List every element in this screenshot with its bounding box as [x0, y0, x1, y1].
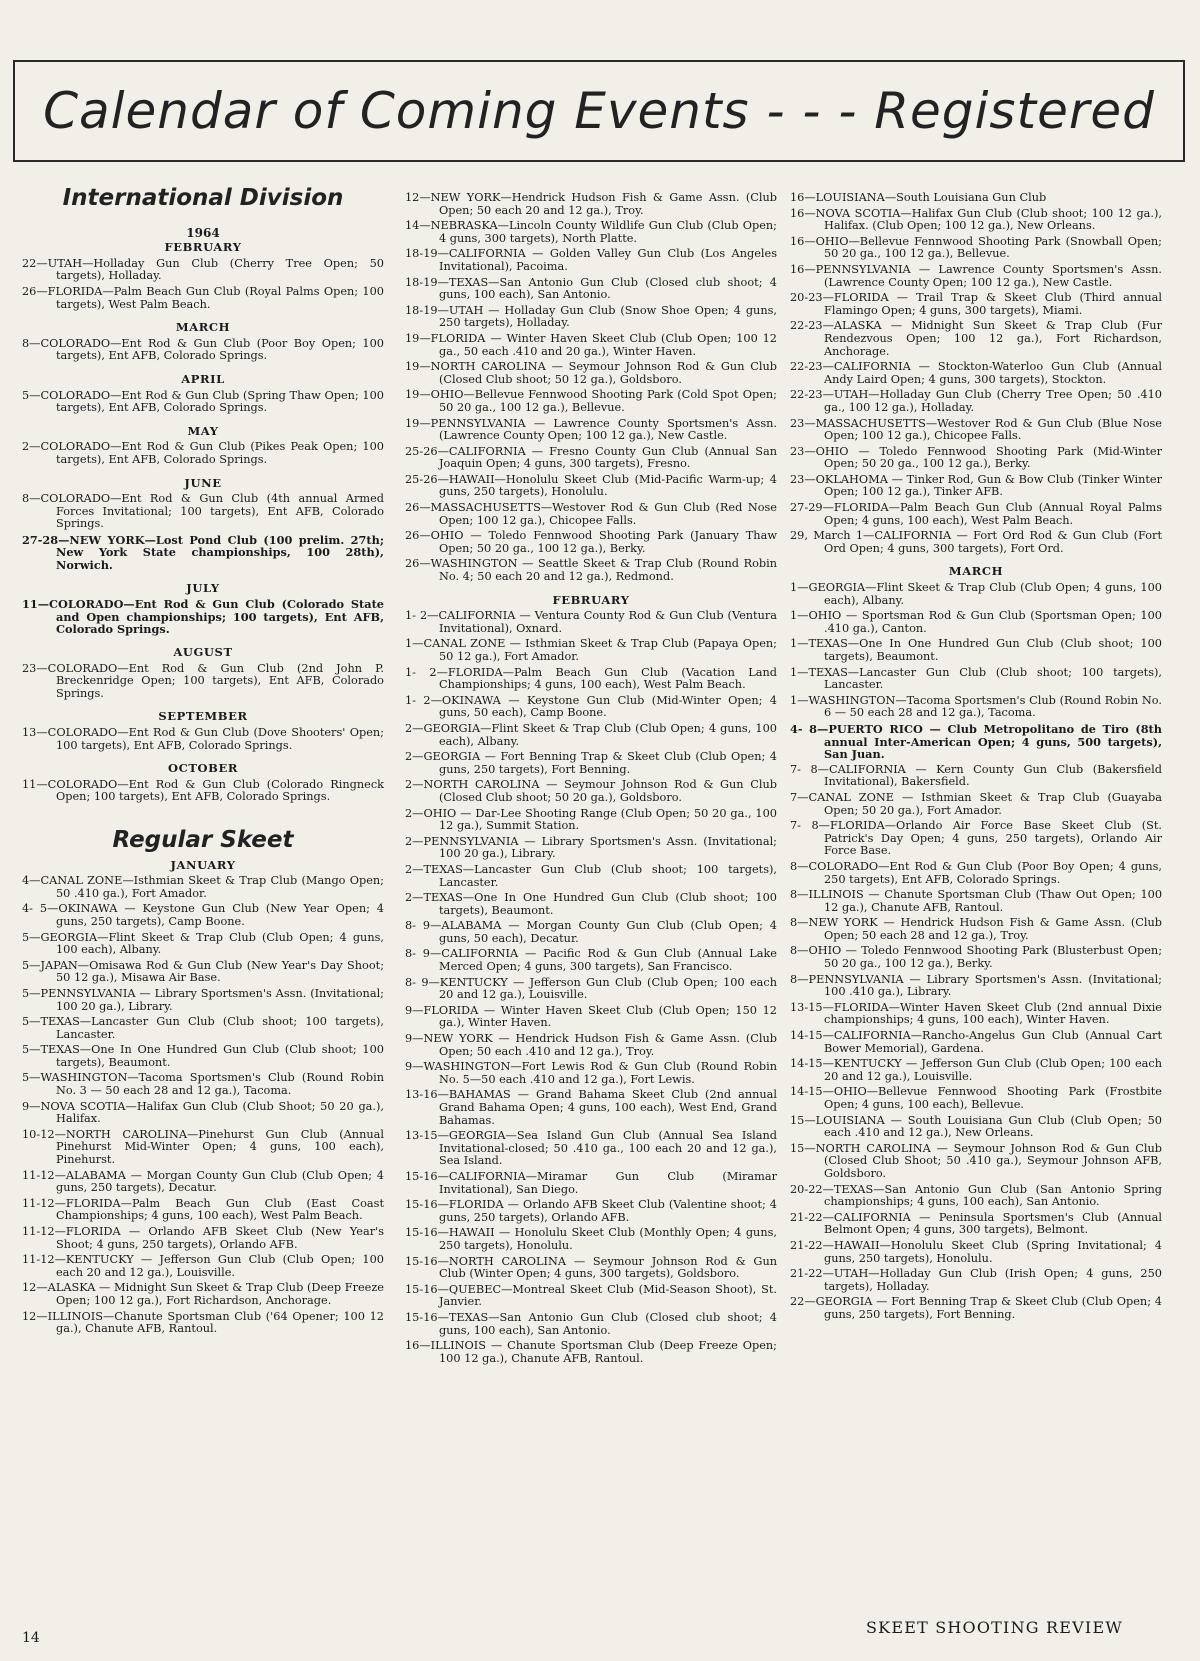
event-entry: 1- 2—CALIFORNIA — Ventura County Rod & Gun Club (Ventura Invitational), Oxnard.: [405, 609, 777, 635]
event-entry: 11-12—ALABAMA — Morgan County Gun Club (Club Open; 4 guns, 250 targets), Decatur.: [22, 1168, 384, 1195]
event-entry: 4- 5—OKINAWA — Keystone Gun Club (New Year Open; 4 guns, 250 targets), Camp Boone.: [22, 902, 384, 928]
year-label: 1964: [186, 225, 220, 240]
event-entry: 25-26—HAWAII—Honolulu Skeet Club (Mid-Pacific Warm-up; 4 guns, 250 targets), Honolulu.: [405, 472, 777, 499]
event-entry: 1—GEORGIA—Flint Skeet & Trap Club (Club Open; 4 guns, 100 each), Albany.: [790, 581, 1162, 607]
event-entry: 19—PENNSYLVANIA — Lawrence County Sportsmen's Assn. (Lawrence County Open; 100 12 ga.), New Castle.: [405, 416, 777, 443]
column-2: [405, 192, 777, 1368]
event-entry: 1—WASHINGTON—Tacoma Sportsmen's Club (Round Robin No. 6 — 50 each 28 and 12 ga.), Tacoma.: [790, 693, 1162, 720]
event-entry: 11-12—FLORIDA—Palm Beach Gun Club (East Coast Championships; 4 guns, 100 each), West Palm Beach.: [22, 1196, 384, 1223]
event-entry: 11-12—FLORIDA — Orlando AFB Skeet Club (New Year's Shoot; 4 guns, 250 targets), Orlando AFB.: [22, 1225, 384, 1251]
event-entry: 23—OHIO — Toledo Fennwood Shooting Park (Mid-Winter Open; 50 20 ga., 100 12 ga.), Berky.: [790, 444, 1162, 471]
event-entry: 16—NOVA SCOTIA—Halifax Gun Club (Club shoot; 100 12 ga.), Halifax. (Club Open; 100 12 ga.), New Orleans.: [790, 206, 1162, 233]
event-entry: 21-22—HAWAII—Honolulu Skeet Club (Spring Invitational; 4 guns, 250 targets), Honolulu.: [790, 1238, 1162, 1265]
event-entry: 16—LOUISIANA—South Louisiana Gun Club: [790, 191, 1047, 204]
event-entry: 7—CANAL ZONE — Isthmian Skeet & Trap Club (Guayaba Open; 50 20 ga.), Fort Amador.: [790, 790, 1162, 817]
month-heading-may: MAY: [187, 423, 219, 438]
month-heading-february: FEBRUARY: [164, 240, 242, 255]
event-entry: 2—PENNSYLVANIA — Library Sportsmen's Assn. (Invitational; 100 20 ga.), Library.: [405, 834, 777, 861]
event-entry: 15-16—HAWAII — Honolulu Skeet Club (Monthly Open; 4 guns, 250 targets), Honolulu.: [405, 1226, 777, 1252]
event-entry: 12—ILLINOIS—Chanute Sportsman Club ('64 Opener; 100 12 ga.), Chanute AFB, Rantoul.: [22, 1309, 384, 1336]
event-entry: 8—NEW YORK — Hendrick Hudson Fish & Game Assn. (Club Open; 50 each 28 and 12 ga.), Troy.: [790, 916, 1162, 942]
event-entry: 7- 8—FLORIDA—Orlando Air Force Base Skeet Club (St. Patrick's Day Open; 4 guns, 250 targets), Orlando Air Force Base.: [790, 819, 1162, 858]
regular-skeet-title: Regular Skeet: [112, 826, 294, 853]
event-entry: 12—ALASKA — Midnight Sun Skeet & Trap Club (Deep Freeze Open; 100 12 ga.), Fort Richardson, Anchorage.: [22, 1281, 384, 1307]
event-entry: 22—GEORGIA — Fort Benning Trap & Skeet Club (Club Open; 4 guns, 250 targets), Fort Benning.: [790, 1295, 1162, 1321]
event-entry: 22-23—CALIFORNIA — Stockton-Waterloo Gun Club (Annual Andy Laird Open; 4 guns, 300 targets), Stockton.: [790, 360, 1162, 386]
event-entry: 11—COLORADO—Ent Rod & Gun Club (Colorado State and Open championships; 100 targets), Ent AFB, Colorado Springs.: [22, 597, 384, 637]
event-entry: 15-16—FLORIDA — Orlando AFB Skeet Club (Valentine shoot; 4 guns, 250 targets), Orlando AFB.: [405, 1198, 777, 1224]
event-entry: 19—NORTH CAROLINA — Seymour Johnson Rod & Gun Club (Closed Club shoot; 50 12 ga.), Goldsboro.: [405, 360, 777, 386]
event-entry: 23—COLORADO—Ent Rod & Gun Club (2nd John P. Breckenridge Open; 100 targets), Ent AFB, Colorado Springs.: [22, 661, 384, 700]
event-entry: 14-15—OHIO—Bellevue Fennwood Shooting Park (Frostbite Open; 4 guns, 100 each), Bellevue.: [790, 1085, 1162, 1111]
event-entry: 26—MASSACHUSETTS—Westover Rod & Gun Club (Red Nose Open; 100 12 ga.), Chicopee Falls.: [405, 501, 777, 527]
event-entry: 26—FLORIDA—Palm Beach Gun Club (Royal Palms Open; 100 targets), West Palm Beach.: [22, 284, 384, 311]
event-entry: 27-29—FLORIDA—Palm Beach Gun Club (Annual Royal Palms Open; 4 guns, 100 each), West Palm Beach.: [790, 501, 1162, 527]
event-entry: 13-15—GEORGIA—Sea Island Gun Club (Annual Sea Island Invitational-closed; 50 .410 ga., 100 each 20 and 12 ga.), Sea Island.: [405, 1129, 777, 1168]
event-entry: 22—UTAH—Holladay Gun Club (Cherry Tree Open; 50 targets), Holladay.: [22, 256, 384, 283]
event-entry: 5—JAPAN—Omisawa Rod & Gun Club (New Year's Day Shoot; 50 12 ga.), Misawa Air Base.: [22, 958, 384, 985]
event-entry: 2—TEXAS—One In One Hundred Gun Club (Club shoot; 100 targets), Beaumont.: [405, 891, 777, 917]
event-entry: 8—PENNSYLVANIA — Library Sportsmen's Assn. (Invitational; 100 .410 ga.), Library.: [790, 972, 1162, 999]
february-events: [405, 610, 777, 1365]
event-entry: 15-16—CALIFORNIA—Miramar Gun Club (Miramar Invitational), San Diego.: [405, 1169, 777, 1196]
event-entry: 2—TEXAS—Lancaster Gun Club (Club shoot; 100 targets), Lancaster.: [405, 862, 777, 889]
month-heading-january: JANUARY: [170, 857, 236, 872]
event-entry: 2—GEORGIA — Fort Benning Trap & Skeet Club (Club Open; 4 guns, 250 targets), Fort Benning.: [405, 750, 777, 776]
event-entry: 1—CANAL ZONE — Isthmian Skeet & Trap Club (Papaya Open; 50 12 ga.), Fort Amador.: [405, 637, 777, 663]
event-entry: 15-16—NORTH CAROLINA — Seymour Johnson Rod & Gun Club (Winter Open; 4 guns, 300 targets), Goldsboro.: [405, 1254, 777, 1281]
event-entry: 5—TEXAS—Lancaster Gun Club (Club shoot; 100 targets), Lancaster.: [22, 1015, 384, 1041]
event-entry: 29, March 1—CALIFORNIA — Fort Ord Rod & Gun Club (Fort Ord Open; 4 guns, 300 targets), Fort Ord.: [790, 529, 1162, 555]
event-entry: 5—PENNSYLVANIA — Library Sportsmen's Assn. (Invitational; 100 20 ga.), Library.: [22, 986, 384, 1013]
event-entry: 5—TEXAS—One In One Hundred Gun Club (Club shoot; 100 targets), Beaumont.: [22, 1043, 384, 1069]
event-entry: 8—COLORADO—Ent Rod & Gun Club (Poor Boy Open; 100 targets), Ent AFB, Colorado Springs.: [22, 336, 384, 363]
event-entry: 18-19—TEXAS—San Antonio Gun Club (Closed club shoot; 4 guns, 100 each), San Antonio.: [405, 275, 777, 302]
event-entry: 22-23—ALASKA — Midnight Sun Skeet & Trap Club (Fur Rendezvous Open; 100 12 ga.), Fort Richardson, Anchorage.: [790, 319, 1162, 358]
event-entry: 4—CANAL ZONE—Isthmian Skeet & Trap Club (Mango Open; 50 .410 ga.), Fort Amador.: [22, 874, 384, 900]
event-entry: 2—OHIO — Dar-Lee Shooting Range (Club Open; 50 20 ga., 100 12 ga.), Summit Station.: [405, 806, 777, 833]
event-entry: 16—PENNSYLVANIA — Lawrence County Sportsmen's Assn. (Lawrence County Open; 100 12 ga.), New Castle.: [790, 262, 1162, 289]
month-heading-july: JULY: [186, 580, 220, 595]
event-entry: 22-23—UTAH—Holladay Gun Club (Cherry Tree Open; 50 .410 ga., 100 12 ga.), Holladay.: [790, 388, 1162, 414]
event-entry: 27-28—NEW YORK—Lost Pond Club (100 prelim. 27th; New York State championships, 100 28th), Norwich.: [22, 532, 384, 573]
event-entry: 23—OKLAHOMA — Tinker Rod, Gun & Bow Club (Tinker Winter Open; 100 12 ga.), Tinker AFB.: [790, 472, 1162, 499]
event-entry: 23—MASSACHUSETTS—Westover Rod & Gun Club (Blue Nose Open; 100 12 ga.), Chicopee Falls.: [790, 416, 1162, 443]
event-entry: 14-15—CALIFORNIA—Rancho-Angelus Gun Club (Annual Cart Bower Memorial), Gardena.: [790, 1029, 1162, 1055]
event-entry: 1—TEXAS—Lancaster Gun Club (Club shoot; 100 targets), Lancaster.: [790, 665, 1162, 692]
month-heading-august: AUGUST: [173, 645, 233, 660]
international-events: [22, 241, 384, 804]
event-entry: 9—WASHINGTON—Fort Lewis Rod & Gun Club (Round Robin No. 5—50 each .410 and 12 ga.), Fort Lewis.: [405, 1060, 777, 1086]
event-entry: 8- 9—KENTUCKY — Jefferson Gun Club (Club Open; 100 each 20 and 12 ga.), Louisville.: [405, 975, 777, 1002]
event-entry: 21-22—CALIFORNIA — Peninsula Sportsmen's Club (Annual Belmont Open; 4 guns, 300 targets), Belmont.: [790, 1210, 1162, 1237]
page-title: Calendar of Coming Events - - - Registered: [43, 82, 1155, 140]
event-entry: 19—OHIO—Bellevue Fennwood Shooting Park (Cold Spot Open; 50 20 ga., 100 12 ga.), Bellevue.: [405, 388, 777, 414]
event-entry: 4- 8—PUERTO RICO — Club Metropolitano de Tiro (8th annual Inter-American Open; 4 guns, 500 targets), San Juan.: [790, 721, 1162, 762]
february-events-continued: [790, 192, 1162, 555]
event-entry: 20-22—TEXAS—San Antonio Gun Club (San Antonio Spring championships; 4 guns, 100 each), San Antonio.: [790, 1182, 1162, 1209]
event-entry: 15—LOUISIANA — South Louisiana Gun Club (Club Open; 50 each .410 and 12 ga.), New Orleans.: [790, 1113, 1162, 1140]
event-entry: 8—COLORADO—Ent Rod & Gun Club (Poor Boy Open; 4 guns, 250 targets), Ent AFB, Colorado Springs.: [790, 859, 1162, 886]
event-entry: 8- 9—CALIFORNIA — Pacific Rod & Gun Club (Annual Lake Merced Open; 4 guns, 300 targets), San Francisco.: [405, 947, 777, 974]
event-entry: 9—FLORIDA — Winter Haven Skeet Club (Club Open; 150 12 ga.), Winter Haven.: [405, 1003, 777, 1030]
event-entry: 26—WASHINGTON — Seattle Skeet & Trap Club (Round Robin No. 4; 50 each 20 and 12 ga.), Redmond.: [405, 557, 777, 584]
column-3: [790, 192, 1162, 1325]
event-entry: 16—ILLINOIS — Chanute Sportsman Club (Deep Freeze Open; 100 12 ga.), Chanute AFB, Rantoul.: [405, 1339, 777, 1365]
event-entry: 14—NEBRASKA—Lincoln County Wildlife Gun Club (Club Open; 4 guns, 300 targets), North Platte.: [405, 219, 777, 245]
event-entry: 2—NORTH CAROLINA — Seymour Johnson Rod & Gun Club (Closed Club shoot; 50 20 ga.), Goldsboro.: [405, 778, 777, 804]
event-entry: 5—WASHINGTON—Tacoma Sportsmen's Club (Round Robin No. 3 — 50 each 28 and 12 ga.), Tacoma.: [22, 1071, 384, 1098]
event-entry: 15—NORTH CAROLINA — Seymour Johnson Rod & Gun Club (Closed Club Shoot; 50 .410 ga.), Seymour Johnson AFB, Goldsboro.: [790, 1141, 1162, 1180]
event-entry: 9—NOVA SCOTIA—Halifax Gun Club (Club Shoot; 50 20 ga.), Halifax.: [22, 1099, 384, 1126]
month-heading-october: OCTOBER: [168, 761, 238, 776]
title-box: [13, 60, 1185, 162]
event-entry: 10-12—NORTH CAROLINA—Pinehurst Gun Club (Annual Pinehurst Mid-Winter Open; 4 guns, 100 each), Pinehurst.: [22, 1127, 384, 1167]
event-entry: 5—GEORGIA—Flint Skeet & Trap Club (Club Open; 4 guns, 100 each), Albany.: [22, 930, 384, 957]
column-1: [22, 180, 384, 1339]
event-entry: 13-15—FLORIDA—Winter Haven Skeet Club (2nd annual Dixie championships; 4 guns, 100 each), Winter Haven.: [790, 1000, 1162, 1027]
page-number: 14: [22, 1630, 40, 1646]
event-entry: 19—FLORIDA — Winter Haven Skeet Club (Club Open; 100 12 ga., 50 each .410 and 20 ga.), Winter Haven.: [405, 331, 777, 358]
event-entry: 13—COLORADO—Ent Rod & Gun Club (Dove Shooters' Open; 100 targets), Ent AFB, Colorado Springs.: [22, 726, 384, 752]
event-entry: 13-16—BAHAMAS — Grand Bahama Skeet Club (2nd annual Grand Bahama Open; 4 guns, 100 each), West End, Grand Bahamas.: [405, 1088, 777, 1127]
month-heading-march: MARCH: [175, 320, 231, 335]
event-entry: 1—TEXAS—One In One Hundred Gun Club (Club shoot; 100 targets), Beaumont.: [790, 637, 1162, 663]
event-entry: 8—COLORADO—Ent Rod & Gun Club (4th annual Armed Forces Invitational; 100 targets), Ent AFB, Colorado Springs.: [22, 492, 384, 531]
event-entry: 1- 2—OKINAWA — Keystone Gun Club (Mid-Winter Open; 4 guns, 50 each), Camp Boone.: [405, 693, 777, 720]
event-entry: 15-16—TEXAS—San Antonio Gun Club (Closed club shoot; 4 guns, 100 each), San Antonio.: [405, 1310, 777, 1337]
march-events: [790, 582, 1162, 1321]
event-entry: 8—ILLINOIS — Chanute Sportsman Club (Thaw Out Open; 100 12 ga.), Chanute AFB, Rantoul.: [790, 888, 1162, 914]
month-heading-march: MARCH: [948, 564, 1004, 579]
event-entry: 21-22—UTAH—Holladay Gun Club (Irish Open; 4 guns, 250 targets), Holladay.: [790, 1267, 1162, 1293]
january-events: [22, 875, 384, 1336]
month-heading-june: JUNE: [184, 475, 222, 490]
event-entry: 25-26—CALIFORNIA — Fresno County Gun Club (Annual San Joaquin Open; 4 guns, 300 targets), Fresno.: [405, 444, 777, 471]
event-entry: 18-19—UTAH — Holladay Gun Club (Snow Shoe Open; 4 guns, 250 targets), Holladay.: [405, 303, 777, 330]
month-heading-february: FEBRUARY: [552, 592, 630, 607]
event-entry: 16—OHIO—Bellevue Fennwood Shooting Park (Snowball Open; 50 20 ga., 100 12 ga.), Bellevue.: [790, 234, 1162, 261]
event-entry: 18-19—CALIFORNIA — Golden Valley Gun Club (Los Angeles Invitational), Pacoima.: [405, 247, 777, 273]
international-division-title: International Division: [62, 185, 344, 211]
event-entry: 20-23—FLORIDA — Trail Trap & Skeet Club (Third annual Flamingo Open; 4 guns, 300 targets), Miami.: [790, 291, 1162, 317]
event-entry: 26—OHIO — Toledo Fennwood Shooting Park (January Thaw Open; 50 20 ga., 100 12 ga.), Berky.: [405, 529, 777, 555]
event-entry: 14-15—KENTUCKY — Jefferson Gun Club (Club Open; 100 each 20 and 12 ga.), Louisville.: [790, 1057, 1162, 1083]
event-entry: 1- 2—FLORIDA—Palm Beach Gun Club (Vacation Land Championships; 4 guns, 100 each), West Palm Beach.: [405, 665, 777, 692]
january-events-continued: [405, 192, 777, 584]
magazine-name: SKEET SHOOTING REVIEW: [866, 1618, 1123, 1637]
event-entry: 2—GEORGIA—Flint Skeet & Trap Club (Club Open; 4 guns, 100 each), Albany.: [405, 721, 777, 748]
event-entry: 8—OHIO — Toledo Fennwood Shooting Park (Blusterbust Open; 50 20 ga., 100 12 ga.), Berky.: [790, 944, 1162, 971]
event-entry: 12—NEW YORK—Hendrick Hudson Fish & Game Assn. (Club Open; 50 each 20 and 12 ga.), Troy.: [405, 191, 777, 217]
event-entry: 11—COLORADO—Ent Rod & Gun Club (Colorado Ringneck Open; 100 targets), Ent AFB, Colorado Springs.: [22, 777, 384, 804]
event-entry: 1—OHIO — Sportsman Rod & Gun Club (Sportsman Open; 100 .410 ga.), Canton.: [790, 609, 1162, 635]
event-entry: 7- 8—CALIFORNIA — Kern County Gun Club (Bakersfield Invitational), Bakersfield.: [790, 762, 1162, 789]
month-heading-april: APRIL: [181, 371, 225, 386]
event-entry: 2—COLORADO—Ent Rod & Gun Club (Pikes Peak Open; 100 targets), Ent AFB, Colorado Springs.: [22, 440, 384, 466]
event-entry: 8- 9—ALABAMA — Morgan County Gun Club (Club Open; 4 guns, 50 each), Decatur.: [405, 919, 777, 945]
event-entry: 9—NEW YORK — Hendrick Hudson Fish & Game Assn. (Club Open; 50 each .410 and 12 ga.), Troy.: [405, 1032, 777, 1058]
event-entry: 15-16—QUEBEC—Montreal Skeet Club (Mid-Season Shoot), St. Janvier.: [405, 1282, 777, 1309]
event-entry: 5—COLORADO—Ent Rod & Gun Club (Spring Thaw Open; 100 targets), Ent AFB, Colorado Springs.: [22, 388, 384, 415]
event-entry: 11-12—KENTUCKY — Jefferson Gun Club (Club Open; 100 each 20 and 12 ga.), Louisville.: [22, 1253, 384, 1279]
month-heading-september: SEPTEMBER: [158, 709, 248, 724]
